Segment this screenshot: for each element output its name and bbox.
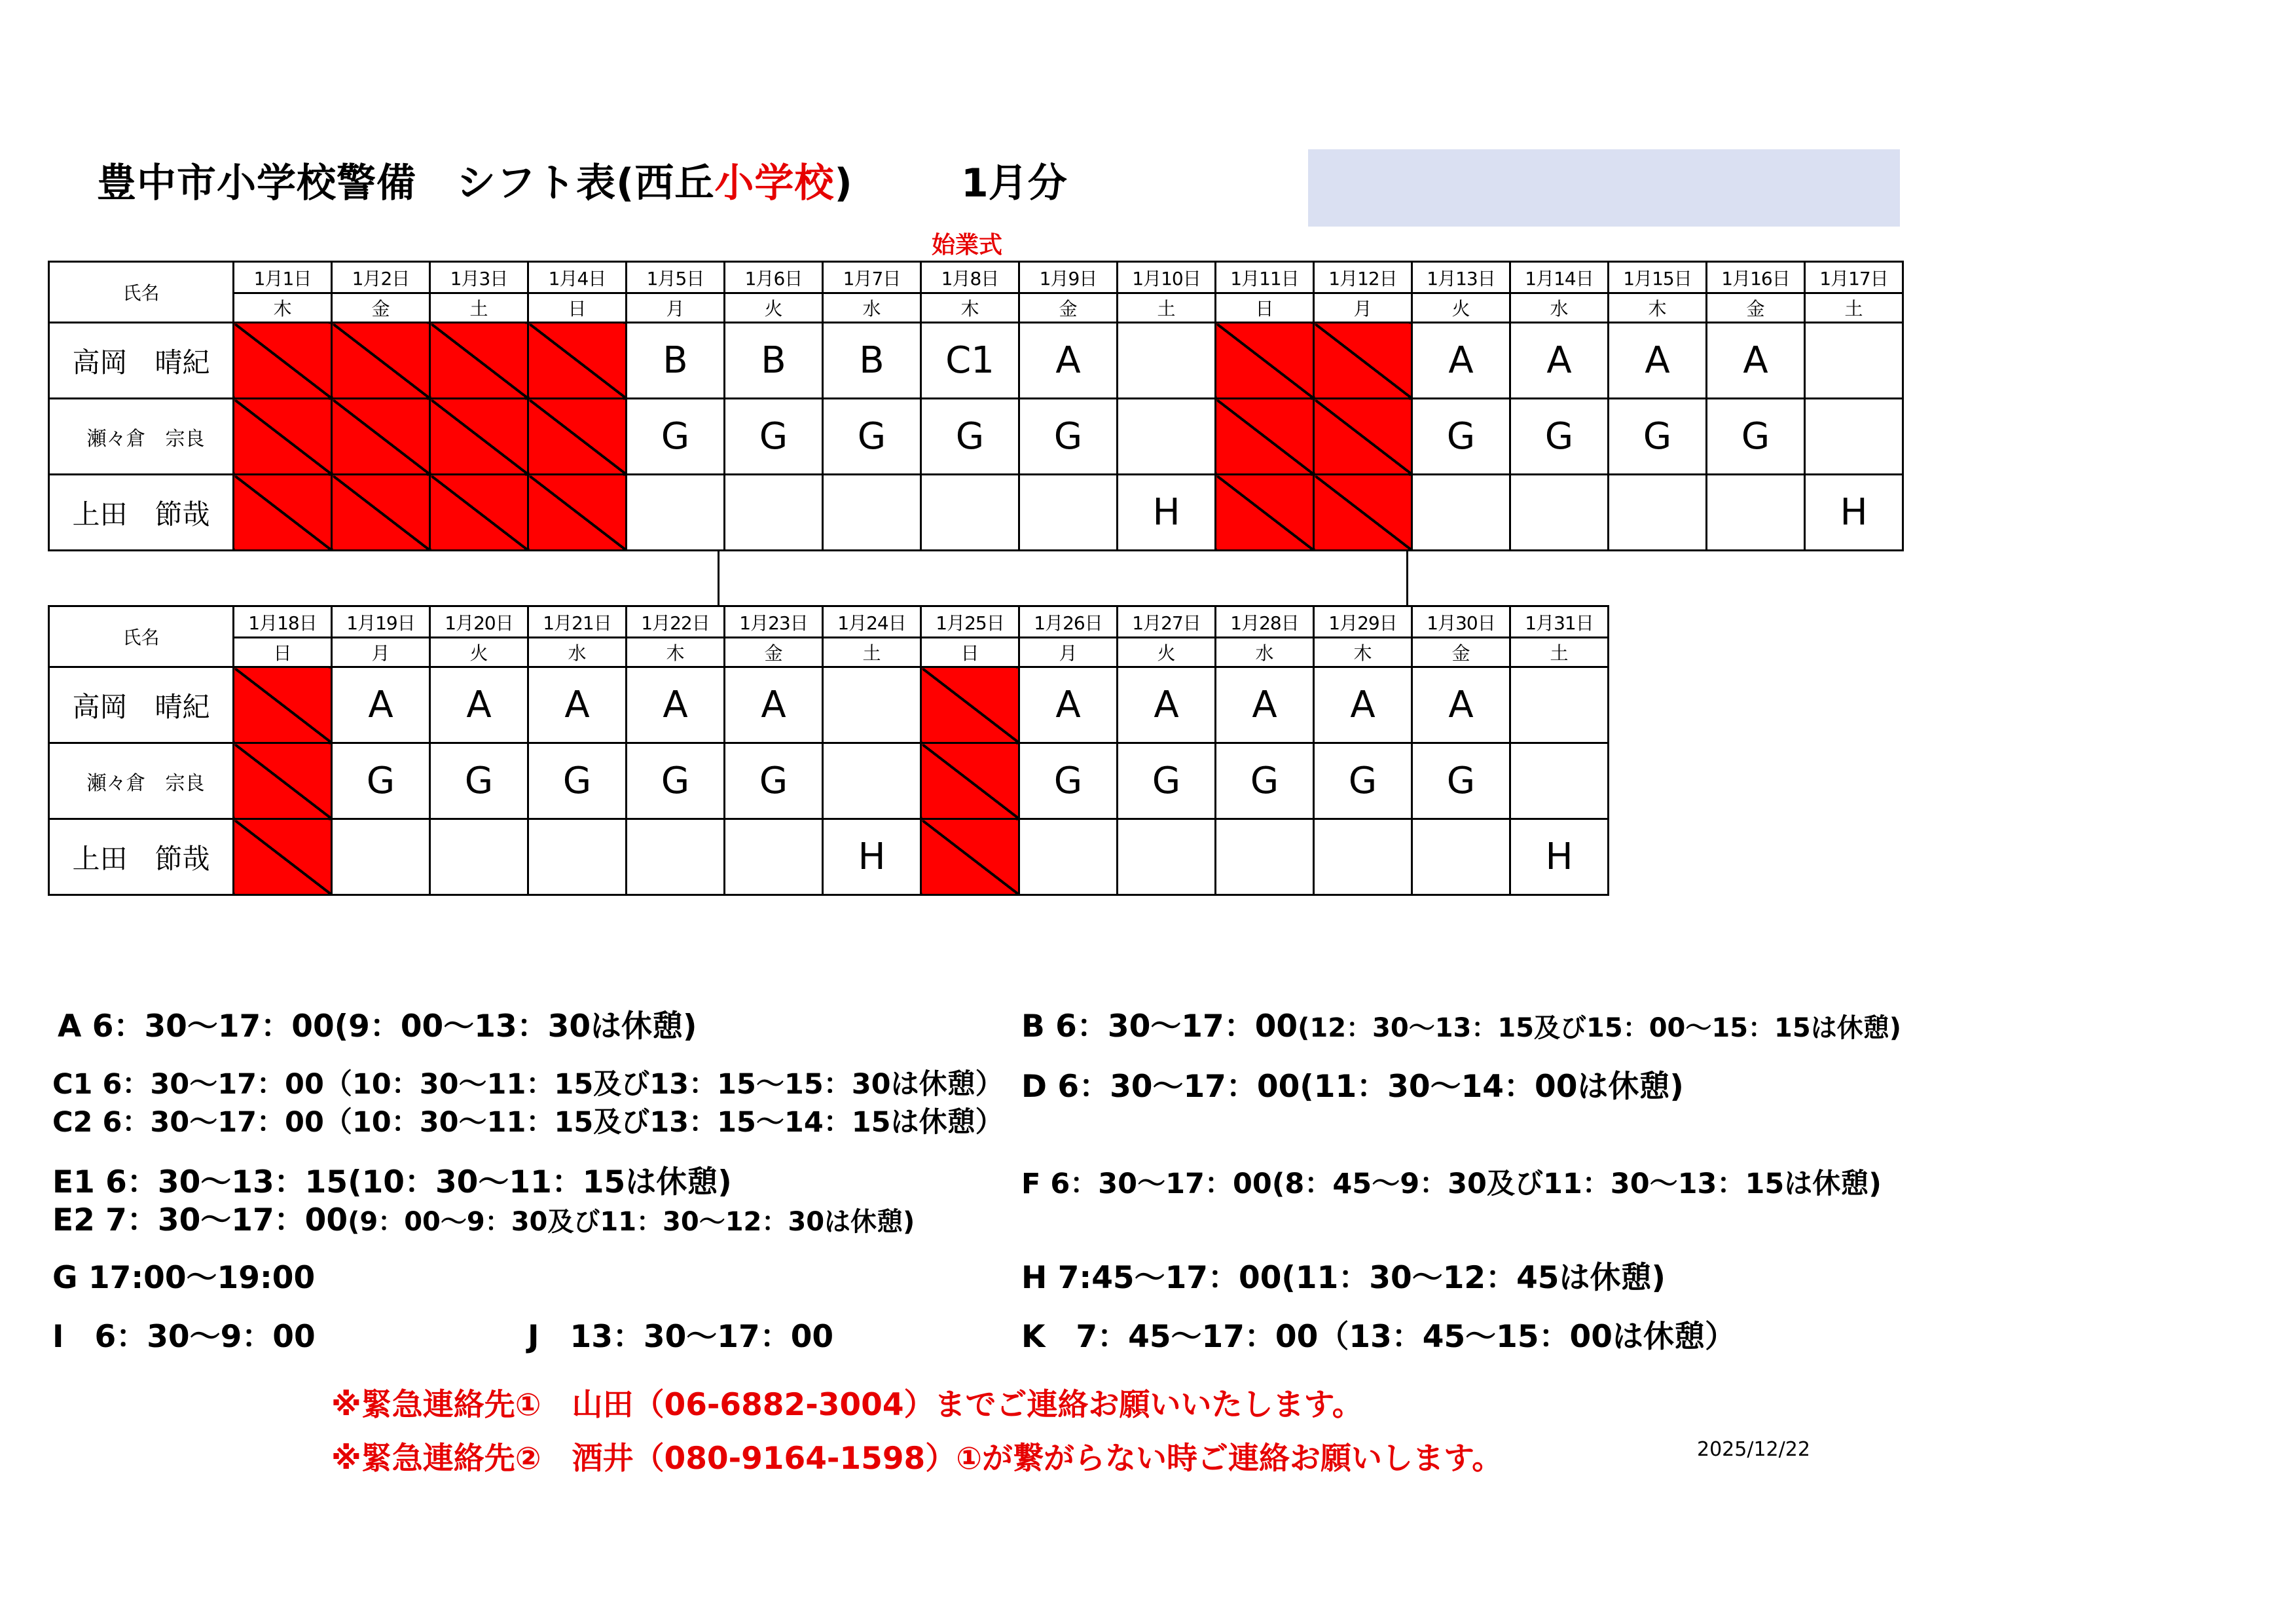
- shift-cell: [823, 667, 921, 743]
- date-header: 1月4日: [528, 262, 627, 293]
- weekday-header: 木: [1609, 293, 1707, 323]
- shift-cell: A: [430, 667, 528, 743]
- legend-c2: C2 6：30～17：00（10：30～11：15及び13：15～14：15は休憩）: [52, 1106, 1004, 1139]
- date-header: 1月29日: [1314, 606, 1412, 638]
- shift-cell: A: [1412, 667, 1510, 743]
- shift-cell: A: [1314, 667, 1412, 743]
- weekday-header: 火: [1412, 293, 1510, 323]
- weekday-header: 火: [430, 638, 528, 667]
- shift-cell: A: [1019, 667, 1118, 743]
- day-off-cell: [528, 475, 627, 551]
- staff-name: 高岡 晴紀: [49, 667, 234, 743]
- date-header: 1月28日: [1216, 606, 1314, 638]
- day-off-cell: [234, 323, 332, 399]
- staff-row: [49, 667, 1609, 743]
- shift-cell: A: [1510, 323, 1609, 399]
- shift-cell: [1510, 743, 1609, 819]
- shift-cell: [725, 819, 823, 895]
- date-header: 1月6日: [725, 262, 823, 293]
- shift-cell: [627, 475, 725, 551]
- event-label: 始業式: [931, 232, 1002, 259]
- connector-line-left: [718, 550, 720, 605]
- date-header: 1月22日: [627, 606, 725, 638]
- shift-cell: [1805, 399, 1903, 475]
- shift-cell: B: [627, 323, 725, 399]
- shift-cell: A: [1118, 667, 1216, 743]
- staff-row: [49, 743, 1609, 819]
- shift-cell: [332, 819, 430, 895]
- day-off-cell: [234, 667, 332, 743]
- legend-f: F 6：30～17：00(8：45～9：30及び11：30～13：15は休憩): [1021, 1168, 1882, 1200]
- date-header: 1月17日: [1805, 262, 1903, 293]
- weekday-header: 土: [1118, 293, 1216, 323]
- weekday-header: 土: [1510, 638, 1609, 667]
- day-off-cell: [332, 475, 430, 551]
- date-header: 1月12日: [1314, 262, 1412, 293]
- day-off-cell: [921, 743, 1019, 819]
- shift-cell: H: [823, 819, 921, 895]
- day-off-cell: [430, 399, 528, 475]
- shift-cell: [1118, 323, 1216, 399]
- day-off-cell: [234, 743, 332, 819]
- shift-cell: [1314, 819, 1412, 895]
- day-off-cell: [1216, 399, 1314, 475]
- legend-e1: E1 6：30～13：15(10：30～11：15は休憩): [52, 1164, 732, 1200]
- legend-j: J 13：30～17：00: [528, 1319, 834, 1355]
- day-off-cell: [430, 475, 528, 551]
- shift-cell: [1216, 819, 1314, 895]
- shift-table-first-half: [48, 261, 1904, 551]
- weekday-header: 水: [528, 638, 627, 667]
- shift-cell: [430, 819, 528, 895]
- shift-cell: [1118, 399, 1216, 475]
- shift-cell: [1412, 819, 1510, 895]
- name-header: 氏名: [49, 262, 234, 323]
- shift-cell: A: [627, 667, 725, 743]
- issue-date: 2025/12/22: [1697, 1438, 1810, 1461]
- shift-cell: [528, 819, 627, 895]
- weekday-header: 土: [1805, 293, 1903, 323]
- shift-table-second-half: [48, 605, 1609, 896]
- weekday-header: 金: [332, 293, 430, 323]
- shift-cell: G: [1412, 399, 1510, 475]
- shift-cell: A: [1019, 323, 1118, 399]
- day-off-cell: [528, 399, 627, 475]
- staff-name: 上田 節哉: [49, 475, 234, 551]
- shift-cell: A: [725, 667, 823, 743]
- weekday-header: 木: [627, 638, 725, 667]
- emergency-contact-1: ※緊急連絡先① 山田（06-6882-3004）までご連絡お願いいたします。: [331, 1387, 1363, 1423]
- day-off-cell: [234, 819, 332, 895]
- staff-name: 高岡 晴紀: [49, 323, 234, 399]
- name-header: 氏名: [49, 606, 234, 667]
- shift-cell: G: [528, 743, 627, 819]
- weekday-header: 日: [921, 638, 1019, 667]
- shift-cell: [1510, 667, 1609, 743]
- date-header: 1月11日: [1216, 262, 1314, 293]
- legend-e2-note: (9：00～9：30及び11：30～12：30は休憩): [348, 1207, 915, 1237]
- shift-cell: [1805, 323, 1903, 399]
- date-header: 1月20日: [430, 606, 528, 638]
- weekday-header: 木: [1314, 638, 1412, 667]
- shift-cell: A: [1216, 667, 1314, 743]
- page-title: 豊中市小学校警備 シフト表(西丘小学校): [97, 160, 853, 206]
- shift-cell: A: [1412, 323, 1510, 399]
- shift-cell: A: [1707, 323, 1805, 399]
- shift-cell: G: [1707, 399, 1805, 475]
- shift-cell: [627, 819, 725, 895]
- date-header: 1月27日: [1118, 606, 1216, 638]
- shift-cell: [1019, 475, 1118, 551]
- date-header: 1月30日: [1412, 606, 1510, 638]
- legend-c1: C1 6：30～17：00（10：30～11：15及び13：15～15：30は休憩）: [52, 1068, 1004, 1101]
- weekday-header: 日: [234, 638, 332, 667]
- shift-cell: B: [725, 323, 823, 399]
- shift-cell: B: [823, 323, 921, 399]
- weekday-header: 土: [823, 638, 921, 667]
- shift-cell: G: [332, 743, 430, 819]
- shift-cell: G: [725, 743, 823, 819]
- shift-cell: [823, 475, 921, 551]
- shift-cell: [1118, 819, 1216, 895]
- shift-cell: A: [332, 667, 430, 743]
- date-header: 1月1日: [234, 262, 332, 293]
- legend-a: A 6：30～17：00(9：00～13：30は休憩): [58, 1008, 697, 1044]
- date-header: 1月24日: [823, 606, 921, 638]
- date-header: 1月5日: [627, 262, 725, 293]
- weekday-header: 月: [627, 293, 725, 323]
- date-header: 1月9日: [1019, 262, 1118, 293]
- day-off-cell: [921, 667, 1019, 743]
- date-header: 1月8日: [921, 262, 1019, 293]
- weekday-header: 月: [332, 638, 430, 667]
- weekday-header: 水: [823, 293, 921, 323]
- shift-cell: G: [1118, 743, 1216, 819]
- day-off-cell: [1216, 323, 1314, 399]
- date-header: 1月7日: [823, 262, 921, 293]
- shift-cell: G: [1216, 743, 1314, 819]
- weekday-header: 日: [1216, 293, 1314, 323]
- date-header: 1月10日: [1118, 262, 1216, 293]
- legend-d: D 6：30～17：00(11：30～14：00は休憩): [1021, 1069, 1684, 1105]
- weekday-header: 水: [1216, 638, 1314, 667]
- shift-cell: G: [1314, 743, 1412, 819]
- shift-cell: G: [1510, 399, 1609, 475]
- day-off-cell: [921, 819, 1019, 895]
- shift-cell: A: [1609, 323, 1707, 399]
- legend-i: I 6：30～9：00: [52, 1319, 316, 1355]
- legend-e2: E2 7：30～17：00(9：00～9：30及び11：30～12：30は休憩): [52, 1202, 915, 1238]
- school-word: 小学校: [714, 160, 835, 206]
- legend-b-note: (12：30～13：15及び15：00～15：15は休憩): [1298, 1013, 1901, 1043]
- date-header: 1月25日: [921, 606, 1019, 638]
- date-header: 1月14日: [1510, 262, 1609, 293]
- month-label: 1月分: [961, 160, 1067, 206]
- weekday-header: 金: [1412, 638, 1510, 667]
- staff-name: 瀬々倉 宗良: [49, 743, 234, 819]
- shift-cell: H: [1510, 819, 1609, 895]
- shift-cell: [725, 475, 823, 551]
- day-off-cell: [1314, 475, 1412, 551]
- date-header: 1月21日: [528, 606, 627, 638]
- shift-cell: [1707, 475, 1805, 551]
- legend-h: H 7:45～17：00(11：30～12：45は休憩): [1021, 1260, 1666, 1296]
- date-header: 1月16日: [1707, 262, 1805, 293]
- weekday-header: 金: [1019, 293, 1118, 323]
- day-off-cell: [1216, 475, 1314, 551]
- shift-cell: G: [627, 399, 725, 475]
- weekday-header: 木: [921, 293, 1019, 323]
- shift-cell: [1609, 475, 1707, 551]
- date-header: 1月31日: [1510, 606, 1609, 638]
- staff-row: [49, 399, 1903, 475]
- title-highlight-box: [1308, 149, 1900, 227]
- shift-cell: H: [1118, 475, 1216, 551]
- weekday-header: 土: [430, 293, 528, 323]
- shift-cell: G: [921, 399, 1019, 475]
- staff-row: [49, 819, 1609, 895]
- weekday-header: 金: [725, 638, 823, 667]
- weekday-header: 水: [1510, 293, 1609, 323]
- legend-g: G 17:00～19:00: [52, 1260, 316, 1296]
- date-header: 1月18日: [234, 606, 332, 638]
- weekday-header: 木: [234, 293, 332, 323]
- weekday-header: 火: [725, 293, 823, 323]
- day-off-cell: [234, 475, 332, 551]
- date-header: 1月15日: [1609, 262, 1707, 293]
- shift-cell: G: [430, 743, 528, 819]
- day-off-cell: [1314, 399, 1412, 475]
- day-off-cell: [430, 323, 528, 399]
- shift-cell: G: [627, 743, 725, 819]
- shift-cell: [921, 475, 1019, 551]
- legend-k: K 7：45～17：00（13：45～15：00は休憩）: [1021, 1319, 1736, 1355]
- shift-cell: C1: [921, 323, 1019, 399]
- weekday-header: 月: [1019, 638, 1118, 667]
- weekday-header: 火: [1118, 638, 1216, 667]
- shift-cell: G: [725, 399, 823, 475]
- shift-cell: G: [1019, 399, 1118, 475]
- date-header: 1月26日: [1019, 606, 1118, 638]
- shift-cell: H: [1805, 475, 1903, 551]
- shift-cell: G: [823, 399, 921, 475]
- staff-row: [49, 475, 1903, 551]
- date-header: 1月23日: [725, 606, 823, 638]
- connector-line-right: [1406, 550, 1408, 605]
- day-off-cell: [234, 399, 332, 475]
- weekday-header: 金: [1707, 293, 1805, 323]
- weekday-header: 日: [528, 293, 627, 323]
- shift-cell: G: [1412, 743, 1510, 819]
- date-header: 1月2日: [332, 262, 430, 293]
- day-off-cell: [528, 323, 627, 399]
- staff-name: 上田 節哉: [49, 819, 234, 895]
- shift-cell: G: [1609, 399, 1707, 475]
- staff-name: 瀬々倉 宗良: [49, 399, 234, 475]
- emergency-contact-2: ※緊急連絡先② 酒井（080-9164-1598）①が繋がらない時ご連絡お願いします。: [331, 1441, 1503, 1477]
- day-off-cell: [332, 323, 430, 399]
- date-header: 1月19日: [332, 606, 430, 638]
- date-header: 1月3日: [430, 262, 528, 293]
- shift-cell: [1019, 819, 1118, 895]
- legend-b: B 6：30～17：00(12：30～13：15及び15：00～15：15は休憩): [1021, 1008, 1901, 1044]
- day-off-cell: [1314, 323, 1412, 399]
- shift-cell: [1510, 475, 1609, 551]
- shift-cell: [1412, 475, 1510, 551]
- weekday-header: 月: [1314, 293, 1412, 323]
- day-off-cell: [332, 399, 430, 475]
- shift-cell: [823, 743, 921, 819]
- staff-row: [49, 323, 1903, 399]
- shift-cell: A: [528, 667, 627, 743]
- date-header: 1月13日: [1412, 262, 1510, 293]
- shift-cell: G: [1019, 743, 1118, 819]
